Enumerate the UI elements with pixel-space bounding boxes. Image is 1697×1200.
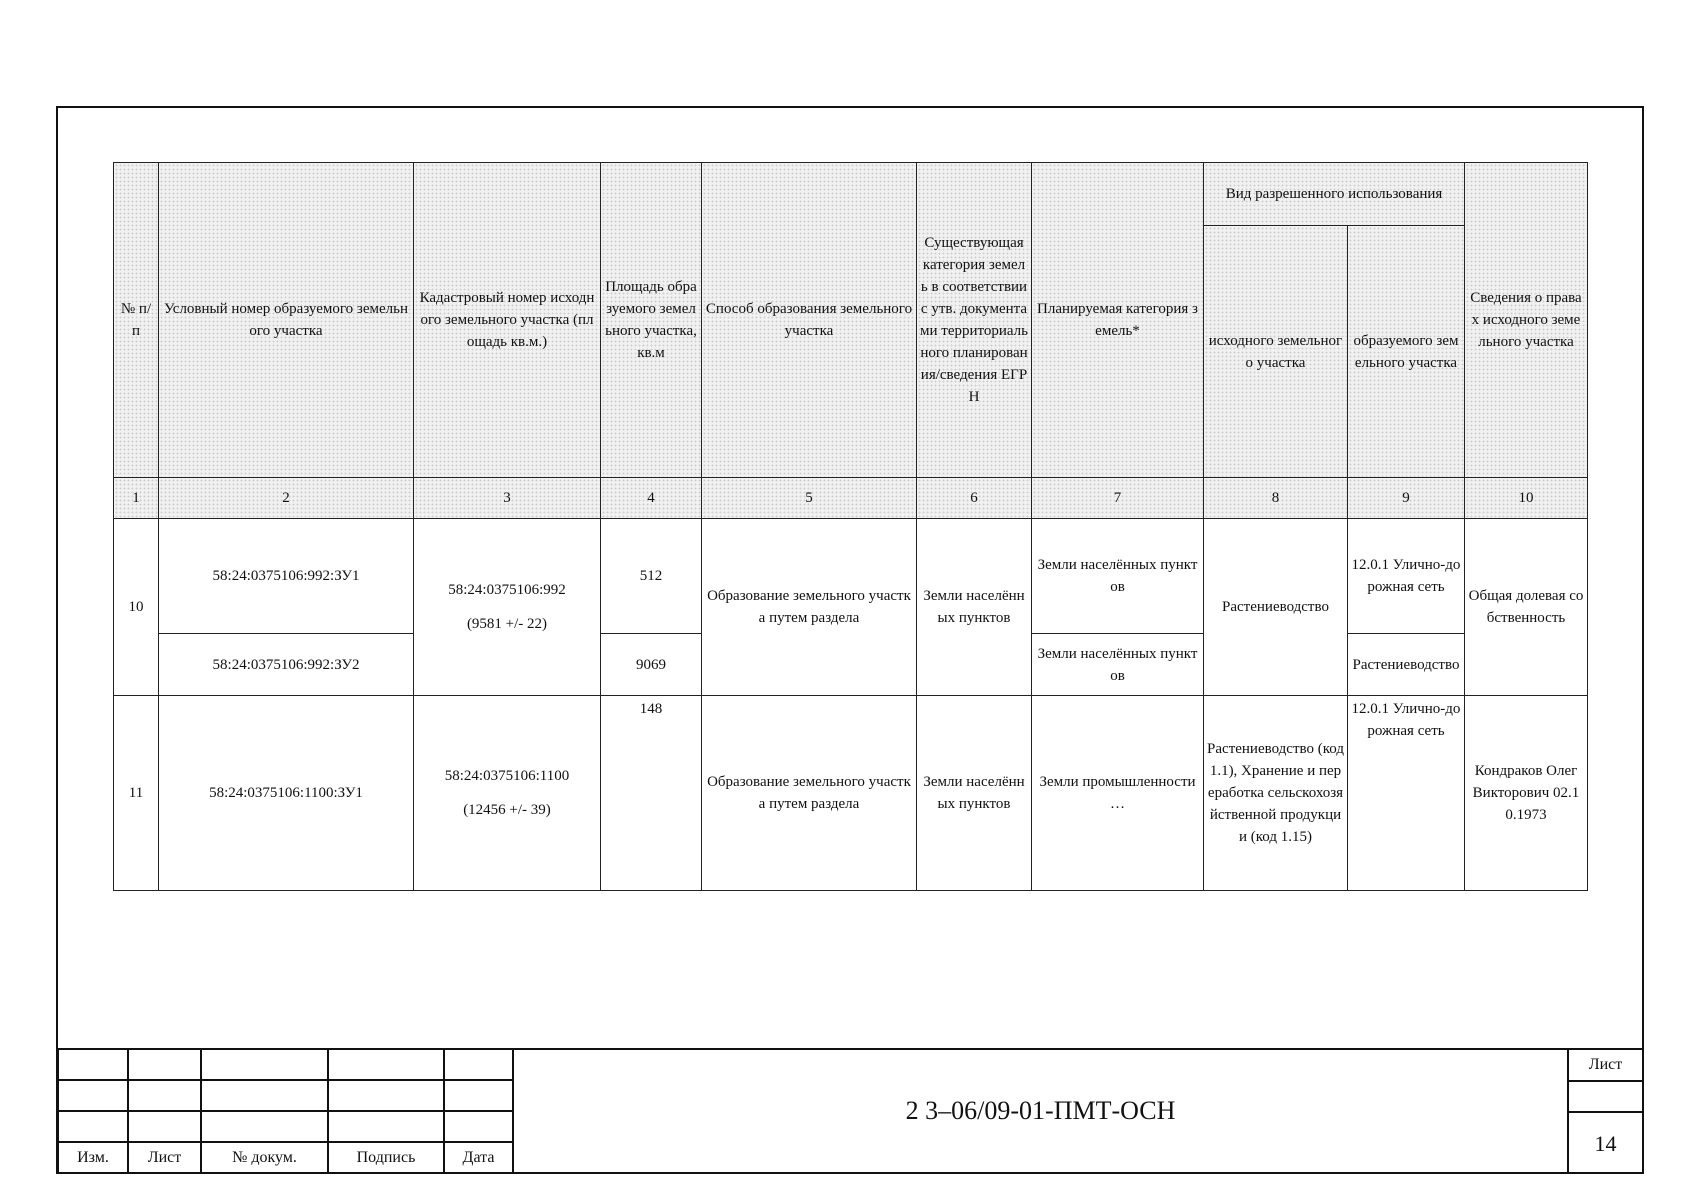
header-cadastral-number: Кадастровый номер исходного земельного участка (площадь кв.м.) xyxy=(414,163,601,478)
sheet-number: 14 xyxy=(1594,1130,1617,1156)
header-planned-category: Планируемая категория земель* xyxy=(1032,163,1204,478)
use-source: Растениеводство xyxy=(1204,519,1348,696)
planned-category: Земли населённых пунктов xyxy=(1032,519,1204,634)
cadastral-cell xyxy=(414,696,601,891)
column-number: 4 xyxy=(601,478,702,519)
cadastral-area: (12456 +/- 39) xyxy=(463,802,551,818)
parcel-number: 58:24:0375106:992:ЗУ1 xyxy=(159,519,414,634)
cadastral-area: (9581 +/- 22) xyxy=(466,616,548,632)
revision-cells xyxy=(57,1048,514,1174)
sheet-label: Лист xyxy=(1569,1050,1642,1082)
document-code: 2 3–06/09-01-ПМТ-ОСН xyxy=(512,1048,1567,1172)
column-number: 6 xyxy=(917,478,1032,519)
row-number: 11 xyxy=(114,696,159,891)
cadastral-number: 58:24:0375106:1100 xyxy=(444,768,570,784)
parcel-number: 58:24:0375106:992:ЗУ2 xyxy=(159,634,414,696)
existing-category: Земли населённых пунктов xyxy=(917,696,1032,891)
parcel-area: 512 xyxy=(601,519,702,634)
stamp-label-date: Дата xyxy=(444,1142,513,1173)
header-parcel-number: Условный номер образуемого земельного участка xyxy=(159,163,414,478)
header-use-new: образуемого земельного участка xyxy=(1348,226,1465,478)
land-plots-table xyxy=(113,162,1588,891)
header-permitted-use: Вид разрешенного использования xyxy=(1204,163,1465,226)
header-area: Площадь образуемого земельного участка, кв.м xyxy=(601,163,702,478)
row-number: 10 xyxy=(114,519,159,696)
planned-category: Земли промышленности … xyxy=(1032,696,1204,891)
header-formation-method: Способ образования земельного участка xyxy=(702,163,917,478)
stamp-label-change: Изм. xyxy=(58,1142,128,1173)
header-use-source: исходного земельного участка xyxy=(1204,226,1348,478)
parcel-area: 148 xyxy=(601,696,702,891)
column-number: 5 xyxy=(702,478,917,519)
formation-method: Образование земельного участка путем раздела xyxy=(702,519,917,696)
stamp-label-document: № докум. xyxy=(201,1142,328,1173)
header-number: № п/п xyxy=(114,163,159,478)
rights: Общая долевая собственность xyxy=(1465,519,1588,696)
cadastral-number: 58:24:0375106:992 xyxy=(448,582,566,598)
use-new: Растениеводство xyxy=(1348,634,1465,696)
column-number: 9 xyxy=(1348,478,1465,519)
cadastral-cell xyxy=(414,519,601,696)
parcel-number: 58:24:0375106:1100:ЗУ1 xyxy=(159,696,414,891)
stamp-label-sheet: Лист xyxy=(128,1142,201,1173)
column-number: 10 xyxy=(1465,478,1588,519)
column-number: 3 xyxy=(414,478,601,519)
rights: Кондраков Олег Викторович 02.10.1973 xyxy=(1465,696,1588,891)
column-number: 2 xyxy=(159,478,414,519)
table-row xyxy=(114,519,1588,634)
header-rights: Сведения о правах исходного земельного участка xyxy=(1465,163,1588,478)
column-number: 1 xyxy=(114,478,159,519)
header-existing-category: Существующая категория земель в соответствии с утв. документами территориального планирования/сведения ЕГРН xyxy=(917,163,1032,478)
use-new: 12.0.1 Улично-дорожная сеть xyxy=(1348,519,1465,634)
planned-category: Земли населённых пунктов xyxy=(1032,634,1204,696)
column-number: 8 xyxy=(1204,478,1348,519)
table-row xyxy=(114,696,1588,891)
formation-method: Образование земельного участка путем раздела xyxy=(702,696,917,891)
use-new: 12.0.1 Улично-дорожная сеть xyxy=(1348,696,1465,891)
existing-category: Земли населённых пунктов xyxy=(917,519,1032,696)
sheet-box xyxy=(1567,1048,1642,1172)
parcel-area: 9069 xyxy=(601,634,702,696)
title-block xyxy=(57,1048,1642,1172)
stamp-label-signature: Подпись xyxy=(328,1142,444,1173)
use-source: Растениеводство (код 1.1), Хранение и переработка сельскохозяйственной продукции (код 1.15) xyxy=(1204,696,1348,891)
column-number: 7 xyxy=(1032,478,1204,519)
